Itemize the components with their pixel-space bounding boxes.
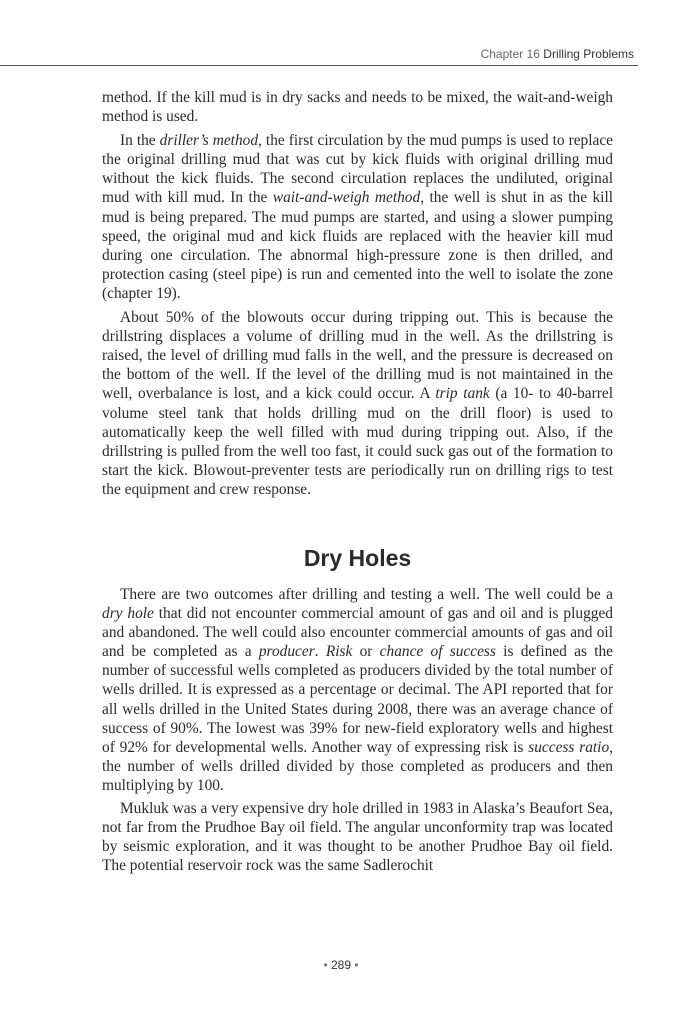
- paragraph-dry-holes: [102, 585, 613, 795]
- header-rule: [0, 65, 638, 66]
- chapter-label: Chapter 16: [480, 47, 540, 61]
- italic-term: driller’s method: [159, 132, 259, 150]
- italic-term: dry hole: [102, 605, 154, 623]
- running-header: [0, 0, 682, 66]
- italic-term: producer: [258, 643, 315, 661]
- paragraph-text: , the first circulation by the mud pumps is used to replace the original drilling mud that was cut by kick fluids with original drilling mud without the kick fluids. The second circulation replaces the undiluted, original mud with kill mud. In the: [102, 132, 613, 207]
- paragraph-text: , the number of wells drilled divided by those completed as producers and then multiplying by 100.: [102, 738, 613, 794]
- paragraph-text: (a 10- to 40-barrel volume steel tank that holds drilling mud on the drill floor) is used to automatically keep the well filled with mud during tripping out. Also, if the drillstring is pulled from the well too fast, it could suck gas out of the formation to start the kick. Blowout-preventer tests are periodically run on drilling rigs to test the equipment and crew response.: [102, 385, 613, 498]
- paragraph-text: is defined as the number of successful wells completed as producers divided by the total number of wells drilled. It is expressed as a percentage or decimal. The API reported that for all wells drilled in the United States during 2008, there was an average chance of success of 90%. The lowest was 39% for new-field exploratory wells and highest of 92% for developmental wells. Another way of expressing risk is: [102, 643, 613, 756]
- italic-term: success ratio: [528, 738, 610, 756]
- section-heading: Dry Holes: [303, 544, 412, 571]
- paragraph-continuation: [102, 88, 613, 126]
- italic-term: Risk: [325, 643, 353, 661]
- paragraph-mukluk: [102, 799, 613, 875]
- paragraph-text: that did not encounter commercial amount of gas and oil and is plugged and abandoned. The well could also encounter commercial amounts of gas and oil and be completed as a: [102, 605, 613, 661]
- page-number-value: 289: [330, 958, 352, 972]
- paragraph-text: or: [352, 643, 380, 661]
- italic-term: trip tank: [435, 385, 490, 403]
- paragraph-text: .: [314, 643, 326, 661]
- paragraph-tripping-out: [102, 308, 613, 499]
- folio-bullet: •: [354, 958, 359, 972]
- running-header-text: [481, 47, 634, 61]
- body-text: [102, 88, 613, 875]
- paragraph-text: , the well is shut in as the kill mud is being prepared. The mud pumps are started, and using a slower pumping speed, the original mud and kick fluids are replaced with the heavier kill mud during one circulation. The abnormal high-pressure zone is then drilled, and protection casing (steel pipe) is run and cemented into the well to isolate the zone (chapter 19).: [102, 189, 613, 302]
- paragraph-text: There are two outcomes after drilling and testing a well. The well could be a: [120, 585, 613, 603]
- page-number: [0, 958, 682, 972]
- folio-bullet: •: [323, 958, 328, 972]
- paragraph-text: method. If the kill mud is in dry sacks and needs to be mixed, the wait-and-weigh method is used.: [102, 89, 613, 126]
- chapter-title: Drilling Problems: [543, 47, 634, 61]
- paragraph-drillers-method: [102, 131, 613, 303]
- paragraph-text: About 50% of the blowouts occur during tripping out. This is because the drillstring displaces a volume of drilling mud in the well. As the drillstring is raised, the level of drilling mud falls in the well, and the pressure is decreased on the bottom of the well. If the level of the drilling mud is not maintained in the well, overbalance is lost, and a kick could occur. A: [102, 309, 613, 403]
- paragraph-text: Mukluk was a very expensive dry hole drilled in 1983 in Alaska’s Beaufort Sea, not far from the Prudhoe Bay oil field. The angular unconformity trap was located by seismic exploration, and it was thought to be another Prudhoe Bay oil field. The potential reservoir rock was the same Sadlerochit: [102, 800, 613, 875]
- italic-term: chance of success: [379, 643, 496, 661]
- paragraph-text: In the: [120, 132, 160, 150]
- italic-term: wait-and-weigh method: [272, 189, 421, 207]
